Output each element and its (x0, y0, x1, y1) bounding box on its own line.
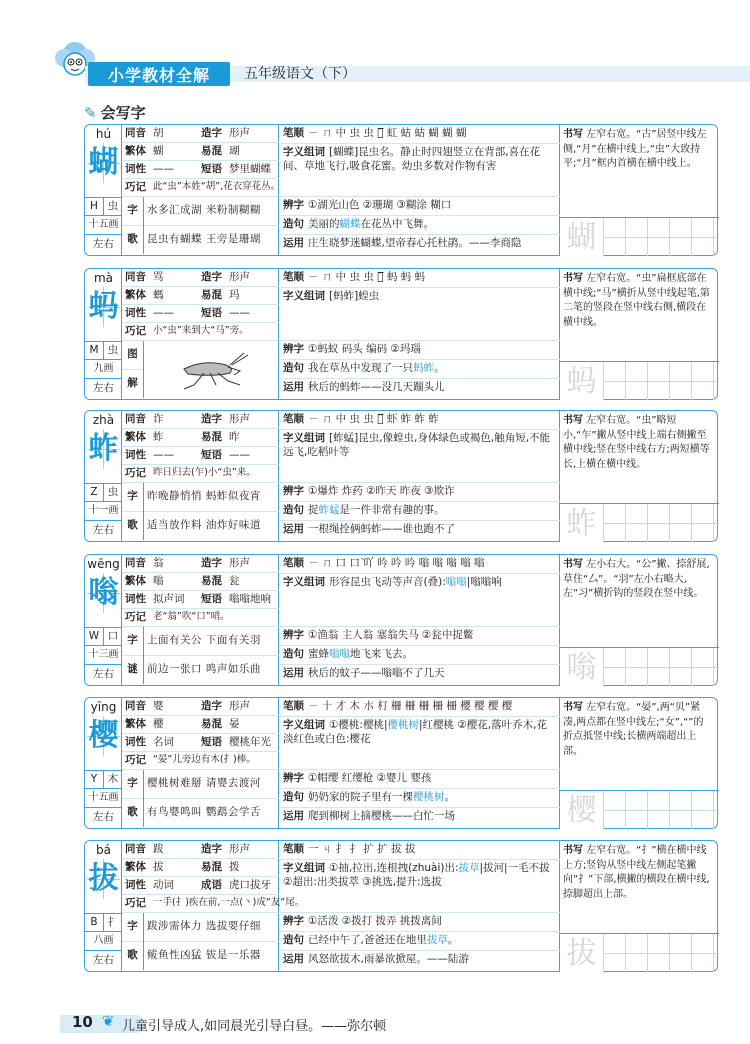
bottom-label-2: 歌 (127, 806, 138, 819)
label-bianzi: 辨字 (283, 629, 304, 641)
zaoju-text-post: 在花丛中飞舞。 (360, 218, 434, 230)
label-qiaoji: 巧记 (125, 180, 146, 193)
bottom-label-1: 字 (122, 197, 143, 226)
label-cixing: 词性 (125, 878, 146, 891)
label-bishun: 笔顺 (283, 843, 304, 855)
ziyi-text-post: |拔河|一毛不拔 ②超出:出类拔萃 ③挑选,提升:选拔 (283, 862, 550, 888)
bottom-line-1: 上面有关公 下面有关羽 (144, 627, 279, 656)
label-bianzi: 辨字 (283, 485, 304, 497)
label-fanti: 繁体 (125, 288, 146, 301)
writing-column (560, 411, 719, 541)
yihun: 拨 (229, 860, 240, 873)
qiaoji: 小“虫”来到大“马”旁。 (153, 325, 249, 337)
zaoju-highlight: 樱桃树 (413, 791, 445, 803)
label-qiaoji: 巧记 (125, 753, 146, 766)
ziyi-text: 形容昆虫飞动等声音(叠): (329, 576, 446, 588)
label-bishun: 笔顺 (283, 557, 304, 569)
bottom-label-2: 歌 (127, 233, 138, 246)
bottom-label-2: 解 (127, 377, 138, 390)
bottom-line-1: 跋涉需体力 选拔要仔细 (144, 913, 279, 942)
label-zaozi: 造字 (201, 270, 222, 283)
label-zaoju: 造句 (283, 218, 304, 230)
bottom-line-2: 适当放作料 油炸好味道 (147, 519, 261, 532)
label-cixing: 词性 (125, 448, 146, 461)
bottom-label-2: 谜 (127, 663, 138, 676)
info-column (122, 411, 279, 541)
pinyin: hú (95, 127, 112, 141)
label-ziyi: 字义组词 (283, 719, 325, 731)
label-zaozi: 造字 (201, 556, 222, 569)
label-qiaoji: 巧记 (125, 610, 146, 623)
pinyin: mà (93, 271, 114, 285)
pinyin: yīng (90, 700, 117, 714)
index-letter: Z (90, 486, 98, 498)
label-bianzi: 辨字 (283, 915, 304, 927)
bottom-line-2: 鲅鱼性凶猛 钹是一乐器 (147, 949, 261, 962)
label-zaoju: 造句 (283, 362, 304, 374)
stroke-order: 一 ㄐ 扌 扌 扩 扩 拔 拔 (308, 843, 416, 855)
label-bianzi: 辨字 (283, 343, 304, 355)
bottom-label-1: 字 (122, 770, 143, 799)
ziyi-text-post: |嗡嗡响 (466, 576, 502, 588)
leaf-icon: ❦ (102, 1012, 115, 1030)
label-duanyu: 短语 (201, 735, 222, 748)
cixing: —— (153, 448, 174, 461)
tongyin: 跋 (153, 842, 164, 855)
bianzi: ①帽缨 红缨枪 ②婴儿 婴孩 (308, 772, 432, 784)
label-zaozi: 造字 (201, 412, 222, 425)
duanyu: 梦里蝴蝶 (229, 162, 271, 175)
character-card (84, 554, 718, 686)
label-fanti: 繁体 (125, 717, 146, 730)
label-yunyong: 运用 (283, 667, 304, 679)
label-cixing: 词性 (125, 306, 146, 319)
bianzi: ①活泼 ②拨打 拨弄 挑拨离间 (308, 915, 442, 927)
bottom-label-1: 字 (122, 627, 143, 656)
label-zaoju: 造句 (283, 791, 304, 803)
label-yunyong: 运用 (283, 953, 304, 965)
zaozi: 形声 (229, 412, 250, 425)
label-fanti: 繁体 (125, 574, 146, 587)
label-bishun: 笔顺 (283, 271, 304, 283)
bottom-line-1: 樱桃树难掰 请婴去渡河 (144, 770, 279, 799)
writing-grid (560, 217, 719, 256)
stroke-order: ㄧ 十 才 木 朩 朾 柵 柵 柵 柵 柵 樱 樱 樱 樱 (308, 700, 513, 712)
char-column (85, 269, 122, 399)
label-bianzi: 辨字 (283, 199, 304, 211)
cixing: 拟声词 (153, 592, 185, 605)
label-yunyong: 运用 (283, 237, 304, 249)
structure: 左右 (85, 664, 122, 683)
yunyong: 庄生晓梦迷蝴蝶,望帝春心托杜鹃。——李商隐 (308, 237, 522, 249)
label-cixing: 词性 (125, 162, 146, 175)
ziyi-text: [蚂蚱]蝗虫 (329, 290, 380, 302)
zaoju-text-post: 。 (434, 362, 445, 374)
trace-character: 蝴 (560, 218, 604, 257)
section-title-text: 会写字 (100, 104, 146, 122)
shuxie: 左小右大。“公”撇、捺舒展,草住“厶”。“羽”左小右略大,左“习”横折钩的竖段在竖中线。 (563, 559, 710, 599)
brand-label: 小学教材全解 (88, 62, 230, 86)
label-yunyong: 运用 (283, 810, 304, 822)
writing-grid (560, 647, 719, 686)
stroke-count: 十五画 (85, 788, 122, 807)
writing-column (560, 698, 719, 828)
cixing: 名词 (153, 735, 174, 748)
label-cixing: 词性 (125, 735, 146, 748)
label-yihun: 易混 (201, 430, 222, 443)
label-duanyu: 短语 (201, 592, 222, 605)
qiaoji: 老“翁”吹“口”哨。 (153, 611, 230, 623)
duanyu: —— (229, 306, 250, 319)
zaoju-text: 蜜蜂 (308, 648, 329, 660)
yihun: 昨 (229, 430, 240, 443)
bottom-label-1: 图 (122, 341, 143, 370)
index-letter: B (90, 916, 98, 928)
usage-column (279, 125, 560, 255)
label-yunyong: 运用 (283, 523, 304, 535)
label-fanti: 繁体 (125, 430, 146, 443)
bottom-label-2: 歌 (127, 949, 138, 962)
qiaoji: 此“虫”本姓“胡”,花衣穿花丛。 (153, 181, 281, 193)
label-ziyi: 字义组词 (283, 432, 325, 444)
label-yihun: 易混 (201, 288, 222, 301)
stroke-count: 十一画 (85, 501, 122, 520)
info-column (122, 269, 279, 399)
label-fanti: 繁体 (125, 860, 146, 873)
stroke-order: ㄧ ㄇ 中 虫 虫 虫̅ 虾 蚱 蚱 蚱 (308, 413, 439, 425)
ziyi-highlight: 樱桃树 (387, 719, 419, 731)
char-column (85, 555, 122, 685)
label-tongyin: 同音 (125, 270, 146, 283)
duanyu: 虎口拔牙 (229, 878, 271, 891)
zaoju-text: 已经中午了,爸爸还在地里 (308, 934, 427, 946)
usage-column (279, 411, 560, 541)
label-tongyin: 同音 (125, 842, 146, 855)
label-duanyu: 短语 (201, 306, 222, 319)
bianzi: ①蚂蚁 码头 编码 ②玛瑙 (308, 343, 421, 355)
yunyong: 一根绳拴俩蚂蚱——谁也跑不了 (308, 523, 455, 535)
zaoju-text: 美丽的 (308, 218, 340, 230)
index-letter: W (88, 630, 100, 642)
label-bishun: 笔顺 (283, 413, 304, 425)
ziyi-text-post: |红樱桃 ②樱花,落叶乔木,花淡红色或白色:樱花 (283, 719, 547, 745)
ziyi-highlight: 拔草 (458, 862, 480, 874)
yihun: 晏 (229, 717, 240, 730)
label-shuxie: 书写 (563, 702, 583, 713)
duanyu: 樱桃年光 (229, 735, 271, 748)
writing-grid (560, 361, 719, 400)
bottom-line-1: 水多汇成湖 米粉制糊糊 (144, 197, 279, 226)
bottom-label-1: 字 (122, 913, 143, 942)
radical: 虫 (103, 342, 122, 359)
bottom-line-1: 昨晚静悄悄 蚂蚱似夜宵 (144, 483, 279, 512)
pinyin: bá (96, 843, 111, 857)
character: 蚱 (87, 429, 120, 469)
info-column (122, 555, 279, 685)
label-zaozi: 造字 (201, 842, 222, 855)
label-bianzi: 辨字 (283, 772, 304, 784)
stroke-count: 十三画 (85, 645, 122, 664)
label-ziyi: 字义组词 (283, 290, 325, 302)
page-header (0, 0, 750, 92)
usage-column (279, 555, 560, 685)
duanyu: 嗡嗡地响 (229, 592, 271, 605)
zaoju-text-post: 。 (444, 791, 455, 803)
label-tongyin: 同音 (125, 412, 146, 425)
zaozi: 形声 (229, 699, 250, 712)
trace-character: 嗡 (560, 648, 604, 687)
index-row (85, 627, 122, 645)
label-shuxie: 书写 (563, 559, 583, 570)
trace-character: 蚱 (560, 504, 604, 543)
label-tongyin: 同音 (125, 699, 146, 712)
ziyi-text: [蝴蝶]昆虫名。静止时四翅竖立在背部,喜在花间、草地飞行,吸食花蜜。幼虫多数对作物有害 (283, 146, 541, 172)
label-tongyin: 同音 (125, 556, 146, 569)
zaoju-text-post: 地飞来飞去。 (350, 648, 413, 660)
page-number: 10 (72, 1013, 93, 1031)
label-shuxie: 书写 (563, 845, 583, 856)
zaoju-highlight: 拔草 (426, 934, 448, 946)
stroke-order: ㄧ ㄇ 中 虫 虫 虫̅ 蚂 蚂 蚂 (308, 271, 426, 283)
label-qiaoji: 巧记 (125, 324, 146, 337)
character: 蝴 (87, 143, 120, 183)
zaoju-text-post: 是一件非常有趣的事。 (339, 504, 445, 516)
fanti: 螞 (153, 288, 164, 301)
writing-column (560, 841, 719, 971)
stroke-order: ㄧ ㄇ 口 口̀ 吖 吟 吟 吟 嗡 嗡 嗡 嗡 嗡 (308, 557, 485, 569)
label-cixing: 词性 (125, 592, 146, 605)
trace-character: 蚂 (560, 362, 604, 401)
label-yihun: 易混 (201, 860, 222, 873)
bottom-line-2: 有鸟婴鸣叫 鹦鹉会学舌 (147, 806, 261, 819)
shuxie: 左窄右宽。“古”居竖中线左侧,“月”在横中线上,“虫”大致持平;“月”框内首横在横中线上。 (563, 129, 707, 169)
label-zaoju: 造句 (283, 504, 304, 516)
zaoju-highlight: 蝴蝶 (339, 218, 361, 230)
grasshopper-illustration (144, 341, 277, 396)
character-card (84, 410, 718, 542)
qiaoji: 一手(扌)疾在前,一点(丶)成“友”尾。 (153, 897, 305, 909)
qiaoji: “晏”儿旁边有木(扌)棒。 (153, 754, 256, 766)
qiaoji: 昨日归去(乍)小“虫”来。 (153, 467, 256, 479)
section-title (84, 102, 146, 123)
label-yihun: 易混 (201, 574, 222, 587)
structure: 左右 (85, 234, 122, 253)
page-footer (44, 1009, 744, 1037)
radical: 木 (103, 771, 122, 788)
writing-grid (560, 933, 719, 972)
zaoju-highlight: 蚱蜢 (318, 504, 340, 516)
label-ziyi: 字义组词 (283, 862, 325, 874)
yunyong: 秋后的蚊子——嗡嗡不了几天 (308, 667, 445, 679)
character: 嗡 (87, 573, 120, 613)
index-row (85, 341, 122, 359)
fanti: 櫻 (153, 717, 164, 730)
label-ziyi: 字义组词 (283, 576, 325, 588)
shuxie: 左窄右宽。“扌”横在横中线上方;竖钩从竖中线左侧起笔撇向“扌”下部,横撇的横段在横中线,捺脚超出上部。 (563, 845, 710, 900)
zaoju-text: 捉 (308, 504, 319, 516)
ziyi-highlight: 嗡嗡 (445, 576, 467, 588)
structure: 左右 (85, 520, 122, 539)
zaoju-text: 奶奶家的院子里有一棵 (308, 791, 413, 803)
index-row (85, 770, 122, 788)
pinyin: wēng (87, 557, 120, 571)
char-column (85, 841, 122, 971)
index-letter: H (90, 200, 98, 212)
shuxie: 左窄右宽。“虫”扁框底部在横中线;“马”横折从竖中线起笔,第二笔的竖段在竖中线右侧,横段在横中线。 (563, 273, 710, 328)
fanti: 拔 (153, 860, 164, 873)
index-letter: M (89, 344, 99, 356)
radical: 虫 (103, 198, 122, 215)
character-card (84, 697, 718, 829)
zaozi: 形声 (229, 556, 250, 569)
structure: 左右 (85, 950, 122, 969)
bottom-line-2: 前边一张口 鸣声如乐曲 (147, 663, 261, 676)
char-column (85, 125, 122, 255)
ziyi-text: [蚱蜢]昆虫,像蝗虫,身体绿色或褐色,触角短,不能远飞,吃稻叶等 (283, 432, 551, 458)
bianzi: ①渔翁 主人翁 塞翁失马 ②瓮中捉鳖 (308, 629, 474, 641)
zaozi: 形声 (229, 126, 250, 139)
bianzi: ①湖光山色 ②珊瑚 ③糊涂 糊口 (308, 199, 452, 211)
shuxie: 左窄右宽。“虫”略短小,“乍”撇从竖中线上端右侧撇至横中线;竖在竖中线右方;两短横等长,上横在横中线。 (563, 415, 710, 470)
bottom-label-1: 字 (122, 483, 143, 512)
cixing: —— (153, 306, 174, 319)
label-zaoju: 造句 (283, 934, 304, 946)
zaoju-highlight: 蚂蚱 (413, 362, 434, 374)
label-tongyin: 同音 (125, 126, 146, 139)
label-zaozi: 造字 (201, 126, 222, 139)
info-column (122, 698, 279, 828)
label-ziyi: 字义组词 (283, 146, 325, 158)
yunyong: 秋后的蚂蚱——没几天蹦头儿 (308, 381, 445, 393)
yunyong: 风怒欲拔木,雨暴欲掀屋。——陆游 (308, 953, 469, 965)
label-fanti: 繁体 (125, 144, 146, 157)
label-qiaoji: 巧记 (125, 466, 146, 479)
tongyin: 翁 (153, 556, 164, 569)
tongyin: 胡 (153, 126, 164, 139)
trace-character: 拔 (560, 934, 604, 973)
char-column (85, 698, 122, 828)
radical: 口 (103, 628, 122, 645)
index-row (85, 913, 122, 931)
char-column (85, 411, 122, 541)
usage-column (279, 698, 560, 828)
stroke-count: 九画 (85, 359, 122, 378)
character: 樱 (87, 716, 120, 756)
yihun: 瑚 (229, 144, 240, 157)
cixing: —— (153, 162, 174, 175)
label-shuxie: 书写 (563, 415, 583, 426)
label-duanyu: 短语 (201, 162, 222, 175)
cixing: 动词 (153, 878, 174, 891)
label-bishun: 笔顺 (283, 700, 304, 712)
stroke-order: ㄧ ㄇ 中 虫 虫 虫̅ 虹 蛄 蛄 蝴 蝴 蝴 (308, 127, 467, 139)
writing-column (560, 125, 719, 255)
index-letter: Y (90, 773, 98, 785)
pinyin: zhà (92, 413, 115, 427)
footer-motto: 儿童引导成人,如同晨光引导白昼。——弥尔顿 (122, 1019, 387, 1034)
label-duanyu: 短语 (201, 448, 222, 461)
stroke-count: 八画 (85, 931, 122, 950)
character-card (84, 840, 718, 972)
structure: 左右 (85, 378, 122, 397)
label-bishun: 笔顺 (283, 127, 304, 139)
character-card (84, 268, 718, 400)
tongyin: 婴 (153, 699, 164, 712)
book-title: 五年级语文（下） (244, 66, 356, 82)
writing-column (560, 555, 719, 685)
index-row (85, 483, 122, 501)
writing-grid (560, 503, 719, 542)
character-card (84, 124, 718, 256)
writing-column (560, 269, 719, 399)
radical: 虫 (103, 484, 122, 501)
bottom-line-2: 昆虫有蝴蝶 王旁是珊瑚 (147, 233, 261, 246)
duanyu: —— (229, 448, 250, 461)
ziyi-text: ①抽,拉出,连根拽(zhuài)出: (329, 862, 459, 874)
label-zaozi: 造字 (201, 699, 222, 712)
usage-column (279, 269, 560, 399)
yihun: 玛 (229, 288, 240, 301)
index-row (85, 197, 122, 215)
character: 蚂 (87, 287, 120, 327)
label-shuxie: 书写 (563, 273, 583, 284)
character: 拔 (87, 859, 120, 899)
structure: 左右 (85, 807, 122, 826)
yihun: 瓮 (229, 574, 240, 587)
label-yihun: 易混 (201, 717, 222, 730)
tongyin: 骂 (153, 270, 164, 283)
trace-character: 樱 (560, 791, 604, 830)
usage-column (279, 841, 560, 971)
zaozi: 形声 (229, 842, 250, 855)
label-yunyong: 运用 (283, 381, 304, 393)
label-duanyu: 成语 (201, 878, 222, 891)
fanti: 蚱 (153, 430, 164, 443)
ziyi-text: ①樱桃:樱桃| (329, 719, 388, 731)
fanti: 嗡 (153, 574, 164, 587)
shuxie: 左窄右宽。“晏”,两“贝”紧凑,两点都在竖中线左;“女”,“”的折点抵竖中线;长横两端超出上部。 (563, 702, 704, 757)
info-column (122, 125, 279, 255)
radical: 扌 (103, 914, 122, 931)
writing-grid (560, 790, 719, 829)
stroke-count: 十五画 (85, 215, 122, 234)
label-qiaoji: 巧记 (125, 896, 146, 909)
fanti: 蝴 (153, 144, 164, 157)
zaozi: 形声 (229, 270, 250, 283)
label-zaoju: 造句 (283, 648, 304, 660)
zaoju-text: 我在草丛中发现了一只 (308, 362, 413, 374)
zaoju-highlight: 嗡嗡 (329, 648, 350, 660)
tongyin: 诈 (153, 412, 164, 425)
bottom-label-2: 歌 (127, 519, 138, 532)
zaoju-text-post: 。 (447, 934, 459, 946)
yunyong: 爬到柳树上摘樱桃——白忙一场 (308, 810, 455, 822)
pencil-icon: ✎ (84, 103, 97, 122)
label-shuxie: 书写 (563, 129, 583, 140)
bianzi: ①爆炸 炸药 ②昨天 昨夜 ③欺诈 (308, 485, 455, 497)
label-yihun: 易混 (201, 144, 222, 157)
